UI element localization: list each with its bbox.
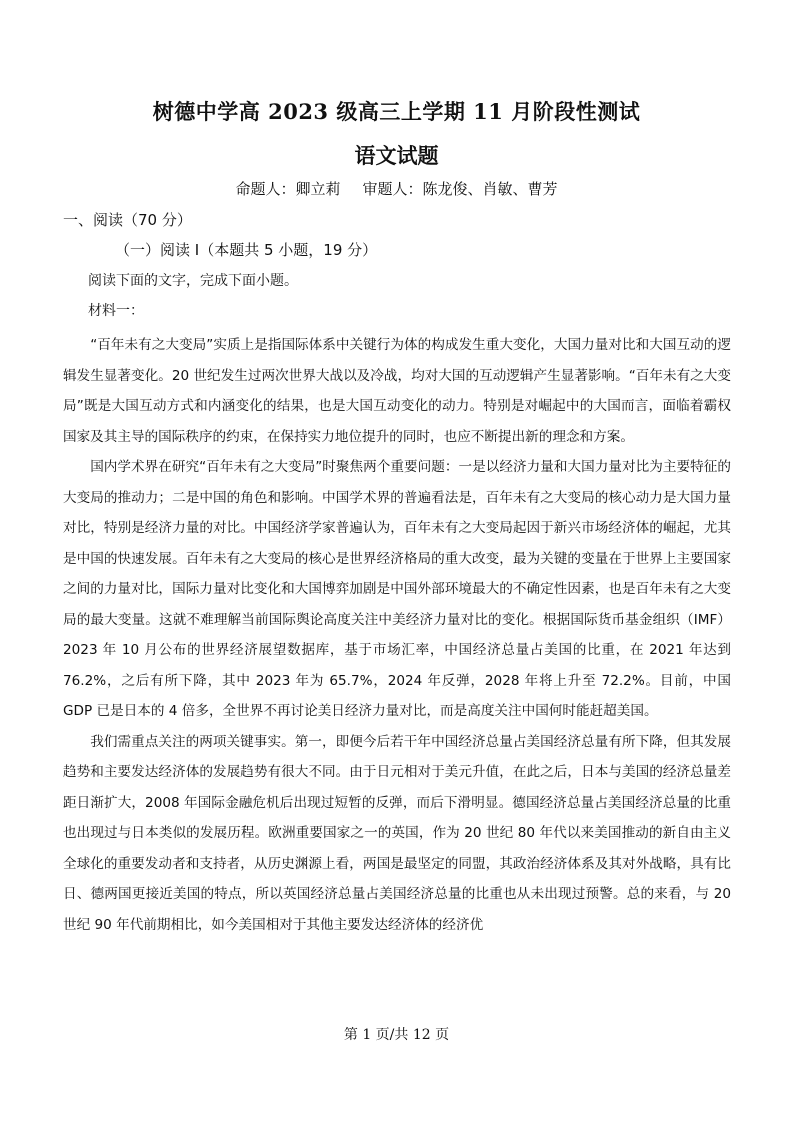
author-line [0, 178, 793, 199]
material-label: 材料一： [88, 303, 144, 319]
exam-title: 树德中学高 2023 级高三上学期 11 月阶段性测试 [152, 99, 641, 124]
page-number: 第 1 页/共 12 页 [343, 1027, 450, 1043]
question-reviewers: 审题人：陈龙俊、肖敏、曹芳 [362, 180, 558, 198]
reading-passage [63, 330, 731, 940]
exam-subject: 语文试题 [354, 143, 439, 168]
paragraph: 国内学术界在研究“百年未有之大变局”时聚焦两个重要问题：一是以经济力量和大国力量对比为主要特征的大变局的推动力；二是中国的角色和影响。中国学术界的普遍看法是，百年未有之大变局的核心动力是大国力量对比，特别是经济力量的对比。中国经济学家普遍认为，百年未有之大变局起因于新兴市场经济体的崛起，尤其是中国的快速发展。百年未有之大变局的核心是世界经济格局的重大改变，最为关键的变量在于世界上主要国家之间的力量对比，国际力量对比变化和大国博弈加剧是中国外部环境最大的不确定性因素，也是百年未有之大变局的最大变量。这就不难理解当前国际舆论高度关注中美经济力量对比的变化。根据国际货币基金组织（IMF）2023 年 10 月公布的世界经济展望数据库，基于市场汇率，中国经济总量占美国的比重，在 2021 年达到 76.2%，之后有所下降，其中 2023 年为 65.7%，2024 年反弹，2028 年将上升至 72.2%。目前，中国 GDP 已是日本的 4 倍多，全世界不再讨论美日经济力量对比，而是高度关注中国何时能赶超美国。 [63, 459, 731, 719]
subsection-heading: （一）阅读 I（本题共 5 小题，19 分） [115, 241, 378, 259]
reading-instruction: 阅读下面的文字，完成下面小题。 [88, 273, 298, 289]
section-heading: 一、阅读（70 分） [63, 211, 192, 229]
paragraph: “百年未有之大变局”实质上是指国际体系中关键行为体的构成发生重大变化，大国力量对比和大国互动的逻辑发生显著变化。20 世纪发生过两次世界大战以及冷战，均对大国的互动逻辑产生显著影响。“百年未有之大变局”既是大国互动方式和内涵变化的结果，也是大国互动变化的动力。特别是对崛起中的大国而言，面临着霸权国家及其主导的国际秩序的约束，在保持实力地位提升的同时，也应不断提出新的理念和方案。 [63, 337, 731, 445]
paragraph: 我们需重点关注的两项关键事实。第一，即便今后若干年中国经济总量占美国经济总量有所下降，但其发展趋势和主要发达经济体的发展趋势有很大不同。由于日元相对于美元升值，在此之后，日本与美国的经济总量差距日渐扩大，2008 年国际金融危机后出现过短暂的反弹，而后下滑明显。德国经济总量占美国经济总量的比重也出现过与日本类似的发展历程。欧洲重要国家之一的英国，作为 20 世纪 80 年代以来美国推动的新自由主义全球化的重要发动者和支持者，从历史渊源上看，两国是最坚定的同盟，其政治经济体系及其对外战略，具有比日、德两国更接近美国的特点，所以英国经济总量占美国经济总量的比重也从未出现过预警。总的来看，与 20 世纪 90 年代前期相比，如今美国相对于其他主要发达经济体的经济优 [63, 733, 731, 933]
question-setter: 命题人：卿立莉 [235, 180, 341, 198]
